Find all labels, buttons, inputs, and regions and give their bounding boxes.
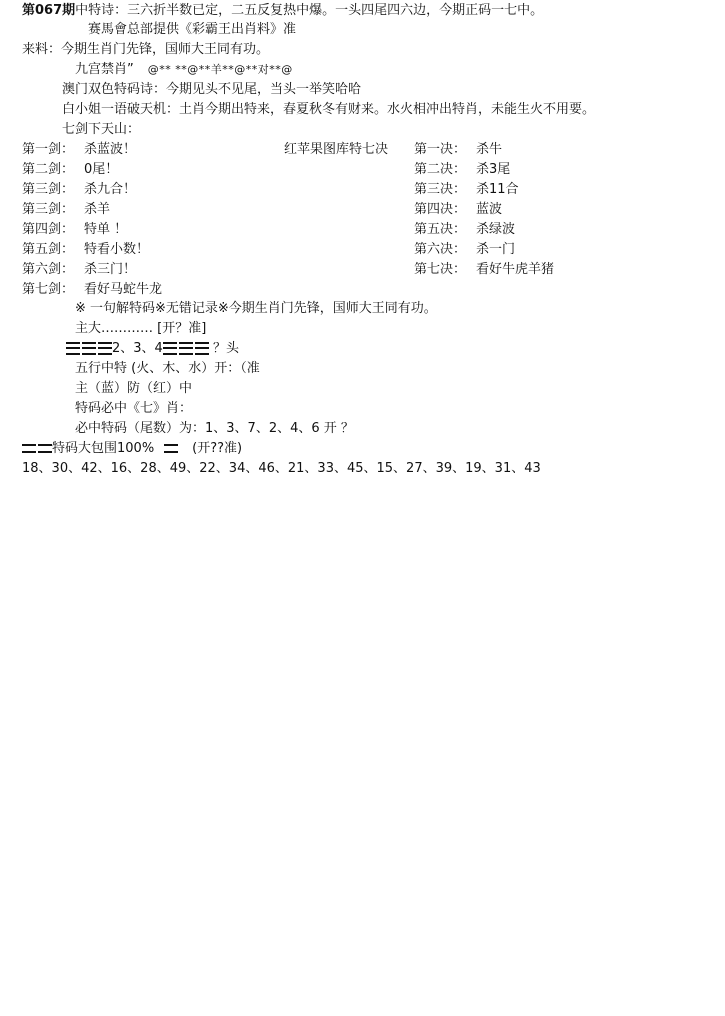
sword-label: 第三剑：: [22, 182, 75, 197]
issue-number: 第067期: [22, 3, 76, 18]
jue-item: [414, 161, 510, 179]
sword-value: 看好马蛇牛龙: [84, 282, 163, 297]
sword-item: [22, 261, 136, 279]
jue-label: 第五决：: [414, 222, 467, 237]
red-apple-title: 红苹果图库特七决: [284, 142, 389, 157]
jue-value: 杀绿波: [476, 222, 516, 237]
jue-value: 看好牛虎羊猪: [476, 262, 555, 277]
sword-label: 第二剑：: [22, 162, 75, 177]
jue-value: 杀3尾: [476, 162, 511, 177]
sword-label: 第一剑：: [22, 142, 75, 157]
jue-value: 杀11合: [476, 182, 519, 197]
jiugong-line: [75, 61, 293, 79]
jue-value: 杀牛: [476, 142, 503, 157]
header-poem: 中特诗：三六折半数已定，二五反复热中爆。一头四尾四六边，今期正码一七中。: [75, 3, 544, 18]
sword-value: 特单 ！: [84, 222, 128, 237]
jue-value: 蓝波: [476, 202, 503, 217]
sword-label: 第七剑：: [22, 282, 75, 297]
package-line: [22, 440, 242, 458]
jue-item: [414, 181, 519, 199]
main-color-line: 主（蓝）防（红）中: [75, 381, 193, 396]
numbers-row: 18、30、42、16、28、49、22、34、46、21、33、45、15、27、39、19、31、43: [22, 461, 541, 476]
sword-value: 杀九合！: [84, 182, 137, 197]
sword-label: 第六剑：: [22, 262, 75, 277]
macau-poem: 澳门双色特码诗：今期见头不见尾，当头一举笑哈哈: [62, 82, 362, 97]
zhuda-line: 主大………… [开？准]: [75, 321, 207, 336]
head-tail: ？头: [208, 341, 239, 356]
wuxing-line: 五行中特 (火、木、水）开：（准: [75, 361, 260, 376]
source-line: 赛馬會总部提供《彩霸王出肖料》准: [88, 22, 297, 37]
laiyu-line: 来料：今期生肖门先锋，国师大王同有功。: [22, 42, 270, 57]
sword-label: 第三剑：: [22, 202, 75, 217]
jiugong-code: @** **@**羊**@**对**@: [147, 63, 293, 76]
sword-value: 特看小数！: [84, 242, 150, 257]
must-hit-line: 特码必中《七》肖：: [75, 401, 193, 416]
jue-label: 第三决：: [414, 182, 467, 197]
jue-label: 第一决：: [414, 142, 467, 157]
triple-bar-icon: [82, 342, 96, 355]
sword-item: [22, 161, 118, 179]
sword-item: [22, 141, 136, 159]
tail-numbers-line: 必中特码（尾数）为：1、3、7、2、4、6 开 ？: [75, 421, 354, 436]
jue-item: [414, 141, 502, 159]
sword-value: 杀羊: [84, 202, 111, 217]
seven-swords-title: 七剑下天山：: [62, 122, 141, 137]
sword-value: 杀蓝波！: [84, 142, 137, 157]
jue-label: 第四决：: [414, 202, 467, 217]
double-bar-icon: [38, 444, 52, 453]
jue-label: 第二决：: [414, 162, 467, 177]
triple-bar-icon: [98, 342, 112, 355]
jiugong-label: 九宫禁肖”: [75, 62, 134, 77]
jue-label: 第六决：: [414, 242, 467, 257]
sword-value: 0尾！: [84, 162, 119, 177]
package-suffix: (开??准): [192, 441, 243, 456]
sword-label: 第五剑：: [22, 242, 75, 257]
head-numbers: 2、3、4: [112, 341, 163, 356]
sword-label: 第四剑：: [22, 222, 75, 237]
double-bar-icon: [22, 444, 36, 453]
jue-value: 杀一门: [476, 242, 516, 257]
sword-item: [22, 181, 136, 199]
sword-item: [22, 281, 162, 299]
triple-bar-icon: [195, 342, 209, 355]
jue-item: [414, 201, 502, 219]
triple-bar-icon: [179, 342, 193, 355]
one-sentence-line: ※ 一句解特码※无错记录※今期生肖门先锋，国师大王同有功。: [75, 301, 437, 316]
jue-item: [414, 221, 515, 239]
package-label: 特码大包围100%: [52, 441, 155, 456]
sword-value: 杀三门！: [84, 262, 137, 277]
header-line: [22, 2, 543, 20]
sword-item: [22, 241, 149, 259]
jue-label: 第七决：: [414, 262, 467, 277]
sword-item: [22, 201, 110, 219]
jue-item: [414, 241, 515, 259]
head-line: [66, 340, 239, 358]
triple-bar-icon: [163, 342, 177, 355]
double-bar-icon: [164, 444, 178, 453]
sword-item: [22, 221, 127, 239]
white-lady-line: 白小姐一语破天机：土肖今期出特来，春夏秋冬有财来。水火相冲出特肖，未能生火不用要。: [62, 102, 596, 117]
jue-item: [414, 261, 554, 279]
triple-bar-icon: [66, 342, 80, 355]
